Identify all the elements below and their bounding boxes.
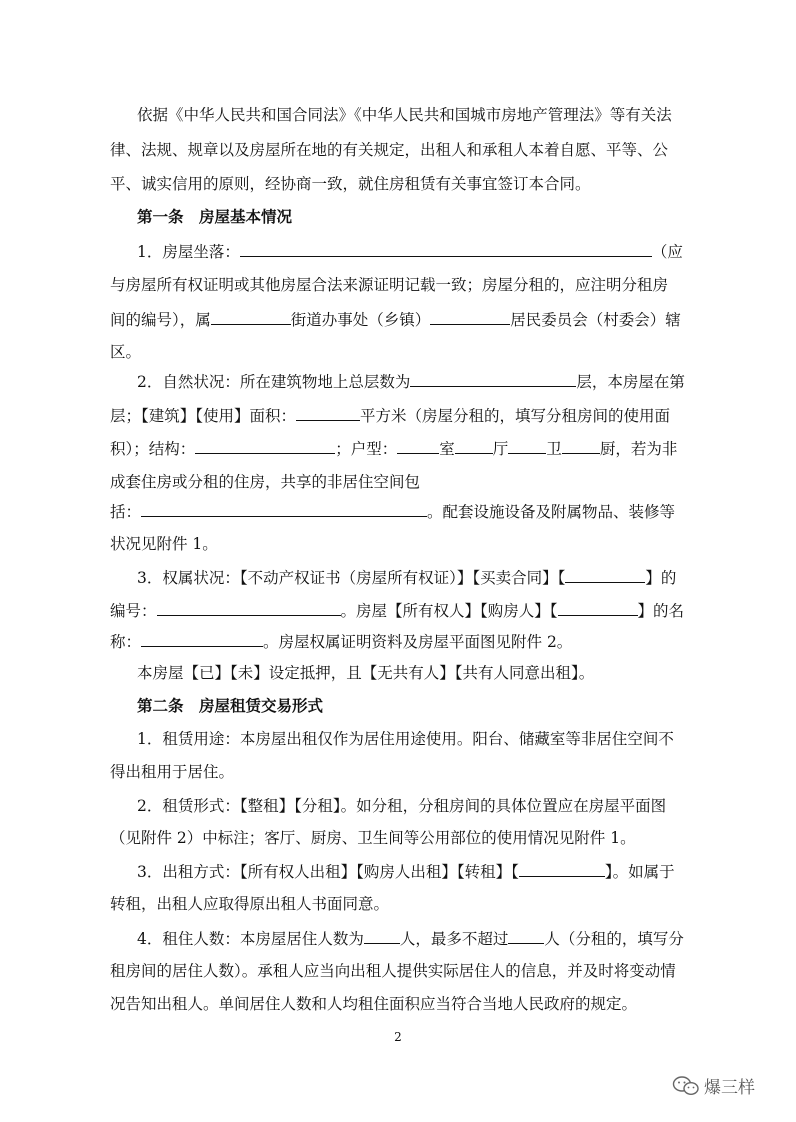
blank-field[interactable] bbox=[364, 927, 400, 944]
text: 】。如属于 bbox=[604, 863, 675, 881]
label: 1．房屋坐落： bbox=[137, 243, 240, 261]
text: 厅 bbox=[492, 440, 509, 458]
text: 3．权属状况：【不动产权证书（房屋所有权证）】【买卖合同】【 bbox=[137, 569, 566, 587]
text: 居民委员会（村委会）辖 bbox=[510, 311, 681, 329]
page-number: 2 bbox=[394, 1030, 402, 1044]
blank-field[interactable] bbox=[519, 860, 605, 877]
text: 厨，若为非 bbox=[599, 440, 678, 458]
a1-p3-line-1 bbox=[137, 566, 676, 589]
a1-p1-line-1 bbox=[137, 240, 683, 263]
text: 称： bbox=[110, 633, 142, 651]
blank-field[interactable] bbox=[562, 437, 600, 454]
text: 】的 bbox=[645, 569, 677, 587]
a1-p2-line-2 bbox=[110, 404, 670, 427]
intro-line-1: 依据《中华人民共和国合同法》《中华人民共和国城市房地产管理法》等有关法 bbox=[137, 106, 672, 124]
text: 平方米（房屋分租的，填写分租房间的使用面 bbox=[360, 407, 671, 425]
a1-p2-line-5 bbox=[110, 500, 675, 523]
text: 人，最多不超过 bbox=[399, 930, 509, 948]
text: 街道办事处（乡镇） bbox=[290, 311, 431, 329]
blank-field[interactable] bbox=[195, 437, 335, 454]
text: 3．出租方式：【所有权人出租】【购房人出租】【转租】【 bbox=[137, 863, 519, 881]
a2-p3-line-2: 转租，出租人应取得原出租人书面同意。 bbox=[110, 895, 390, 913]
wechat-icon bbox=[672, 1075, 700, 1097]
text: 人（分租的，填写分 bbox=[544, 930, 684, 948]
a2-p4-line-1 bbox=[137, 927, 684, 950]
text: 。房屋【所有权人】【购房人】【 bbox=[340, 602, 558, 620]
blank-field[interactable] bbox=[565, 566, 645, 583]
text: 积）；结构： bbox=[110, 440, 196, 458]
a2-p1-line-2: 得出租用于居住。 bbox=[110, 763, 235, 781]
a1-p1-line-4: 区。 bbox=[110, 343, 142, 361]
text: 括： bbox=[110, 503, 142, 521]
a1-p1-line-3 bbox=[110, 308, 681, 331]
watermark bbox=[672, 1073, 755, 1098]
text: 卫 bbox=[546, 440, 562, 458]
a1-p2-line-6: 状况见附件 1。 bbox=[110, 535, 218, 553]
intro-line-3: 平、诚实信用的原则，经协商一致，就住房租赁有关事宜签订本合同。 bbox=[110, 175, 591, 193]
text: 2．自然状况：所在建筑物地上总层数为 bbox=[137, 373, 411, 391]
a1-p3-line-4: 本房屋【已】【未】设定抵押，且【无共有人】【共有人同意出租】。 bbox=[137, 664, 595, 682]
a2-p3-line-1 bbox=[137, 860, 675, 883]
a2-p4-line-3: 况告知出租人。单间居住人数和人均租住面积应当符合当地人民政府的规定。 bbox=[110, 995, 638, 1013]
article-2-title: 第二条 房屋租赁交易形式 bbox=[137, 697, 324, 715]
text: 层，本房屋在第 bbox=[576, 373, 685, 391]
blank-field[interactable] bbox=[296, 404, 360, 421]
article-1-title: 第一条 房屋基本情况 bbox=[137, 208, 293, 226]
text: 编号： bbox=[110, 602, 157, 620]
a2-p2-line-2: （见附件 2）中标注；客厅、厨房、卫生间等公用部位的使用情况见附件 1。 bbox=[110, 829, 636, 847]
text: 。配套设施设备及附属物品、装修等 bbox=[427, 503, 676, 521]
blank-field[interactable] bbox=[430, 308, 510, 325]
intro-line-2: 律、法规、规章以及房屋所在地的有关规定，出租人和承租人本着自愿、平等、公 bbox=[110, 141, 669, 159]
blank-field[interactable] bbox=[558, 599, 638, 616]
blank-field[interactable] bbox=[410, 370, 576, 387]
blank-field[interactable] bbox=[508, 927, 544, 944]
a1-p2-line-1 bbox=[137, 370, 685, 393]
a2-p1-line-1: 1．租赁用途：本房屋出租仅作为居住用途使用。阳台、储藏室等非居住空间不 bbox=[137, 730, 674, 748]
blank-field[interactable] bbox=[508, 437, 546, 454]
a2-p4-line-2: 租房间的居住人数）。承租人应当向出租人提供实际居住人的信息，并及时将变动情 bbox=[110, 962, 676, 980]
blank-field[interactable] bbox=[141, 500, 427, 517]
blank-field[interactable] bbox=[397, 437, 439, 454]
text: ；户型： bbox=[335, 440, 398, 458]
blank-field[interactable] bbox=[211, 308, 291, 325]
text: 。房屋权属证明资料及房屋平面图见附件 2。 bbox=[263, 633, 573, 651]
text: 层；【建筑】【使用】面积： bbox=[110, 407, 297, 425]
text: 间的编号），属 bbox=[110, 311, 211, 329]
a2-p2-line-1: 2．租赁形式：【整租】【分租】。如分租，分租房间的具体位置应在房屋平面图 bbox=[137, 797, 667, 815]
a1-p2-line-3 bbox=[110, 437, 677, 460]
text: 】的名 bbox=[637, 602, 685, 620]
blank-field[interactable] bbox=[240, 240, 652, 257]
text: （应 bbox=[651, 243, 683, 261]
a1-p1-line-2: 与房屋所有权证明或其他房屋合法来源证明记载一致；房屋分租的，应注明分租房 bbox=[110, 276, 669, 294]
text: 室 bbox=[439, 440, 455, 458]
a1-p3-line-3 bbox=[110, 630, 572, 653]
a1-p2-line-4: 成套住房或分租的住房，共享的非居住空间包 bbox=[110, 473, 421, 491]
blank-field[interactable] bbox=[141, 630, 263, 647]
watermark-text: 爆三样 bbox=[704, 1078, 755, 1098]
text: 4．租住人数：本房屋居住人数为 bbox=[137, 930, 364, 948]
blank-field[interactable] bbox=[455, 437, 493, 454]
a1-p3-line-2 bbox=[110, 599, 684, 622]
blank-field[interactable] bbox=[157, 599, 341, 616]
